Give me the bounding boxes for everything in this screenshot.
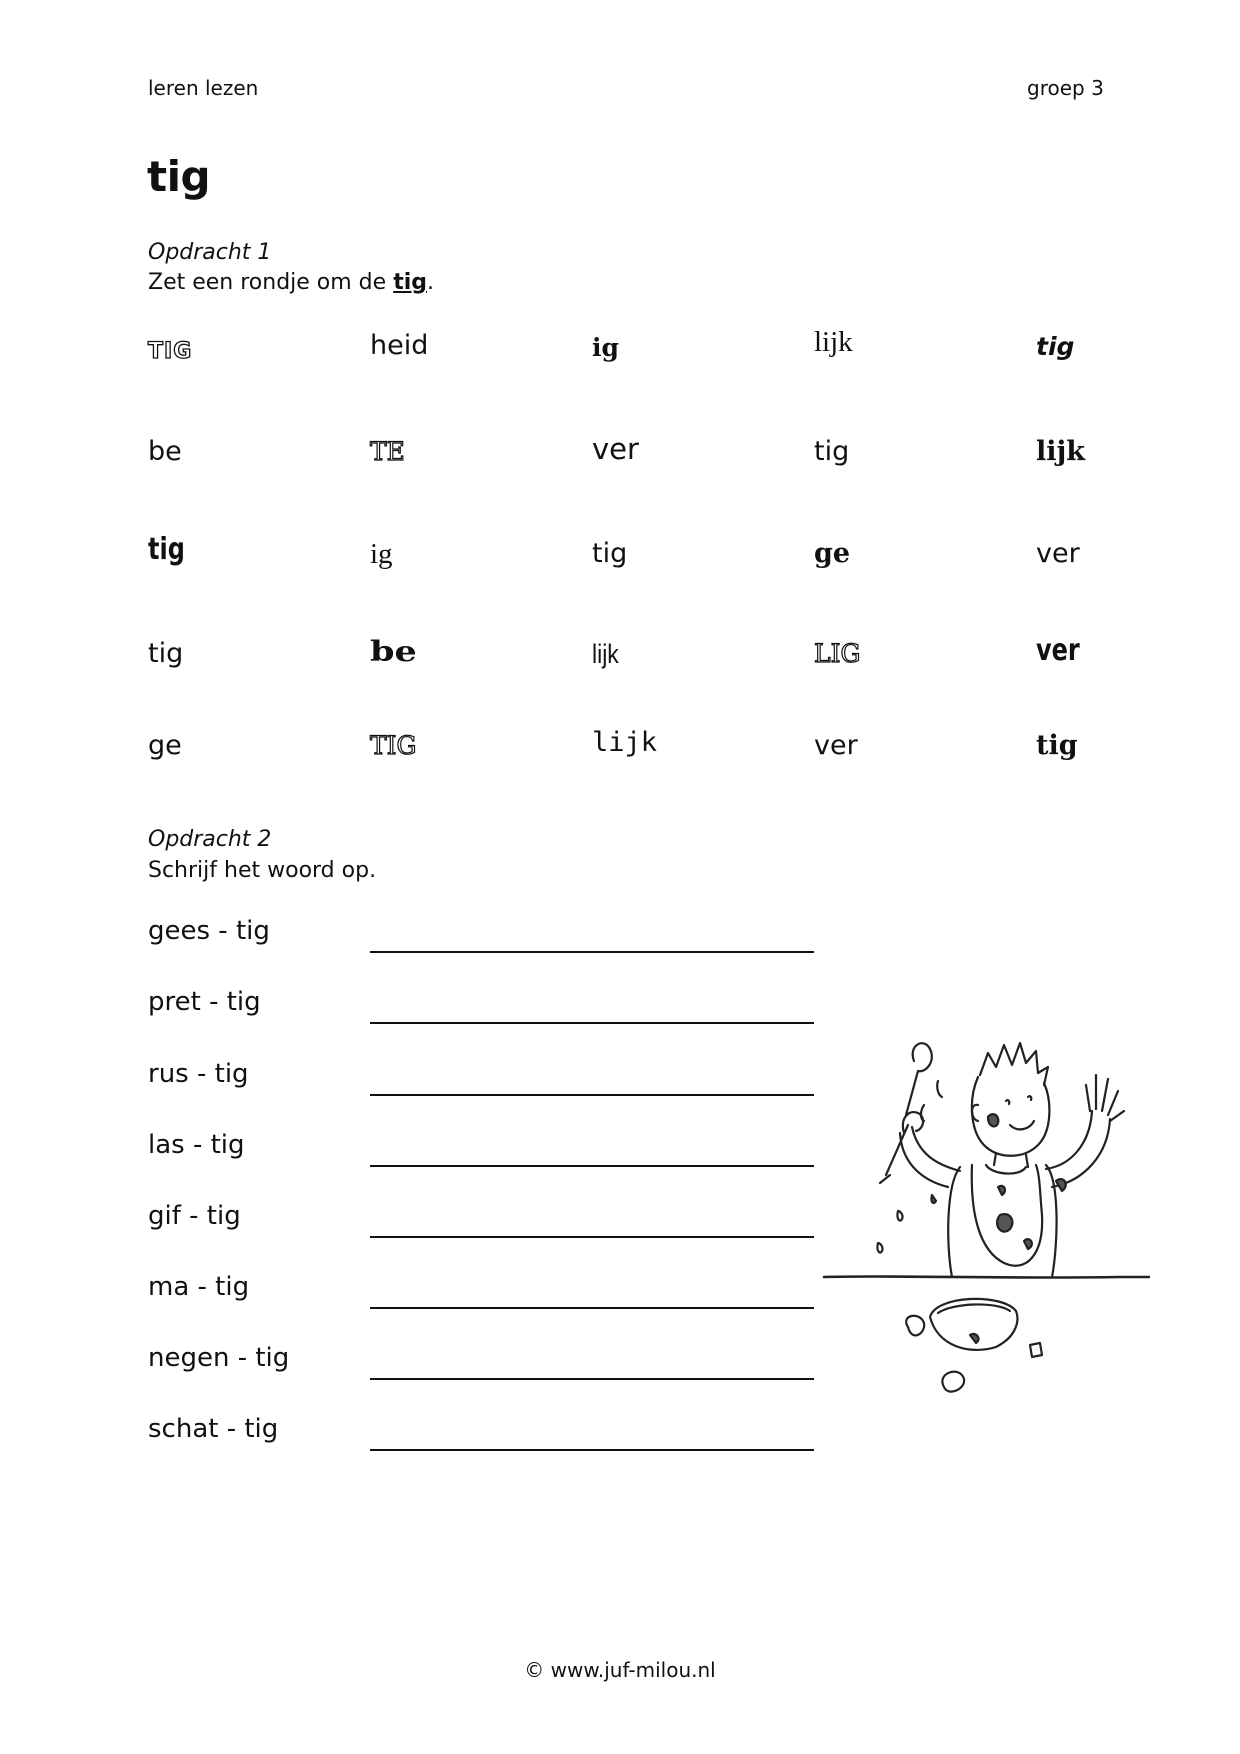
write-row [148, 1054, 828, 1094]
split-word: pret - tig [148, 987, 261, 1017]
syllable-cell[interactable]: TIG [370, 731, 417, 760]
syllable-cell[interactable]: TE [370, 437, 405, 466]
syllable-cell[interactable]: ig [592, 333, 619, 362]
task1-instruction-end: . [427, 270, 434, 295]
write-row [148, 1338, 828, 1378]
split-word: negen - tig [148, 1343, 290, 1373]
task1-label: Opdracht 1 [148, 240, 272, 265]
answer-line[interactable] [370, 1022, 814, 1024]
write-row [148, 1125, 828, 1165]
grid-row-1 [148, 326, 1148, 386]
split-word: ma - tig [148, 1272, 250, 1302]
syllable-cell[interactable]: tig [1036, 332, 1075, 361]
grid-row-4 [148, 634, 1148, 694]
split-word: gees - tig [148, 916, 270, 946]
grid-row-5 [148, 726, 1148, 786]
answer-line[interactable] [370, 1094, 814, 1096]
answer-line[interactable] [370, 1378, 814, 1380]
syllable-cell[interactable]: ver [1036, 538, 1080, 569]
syllable-cell[interactable]: LIG [814, 639, 861, 668]
write-row [148, 982, 828, 1022]
syllable-cell[interactable]: lijk [592, 639, 619, 669]
syllable-cell[interactable]: ge [814, 538, 851, 569]
answer-line[interactable] [370, 1165, 814, 1167]
syllable-cell[interactable]: tig [1036, 730, 1078, 761]
syllable-cell[interactable]: tig [148, 638, 184, 669]
write-row [148, 1267, 828, 1307]
grid-row-2 [148, 432, 1148, 492]
split-word: gif - tig [148, 1201, 241, 1231]
answer-line[interactable] [370, 1307, 814, 1309]
task1-instruction-word: tig [393, 270, 427, 295]
answer-line[interactable] [370, 951, 814, 953]
task1-instruction-text: Zet een rondje om de [148, 270, 394, 295]
header-right: groep 3 [1027, 76, 1104, 100]
footer-credit: © www.juf-milou.nl [524, 1658, 716, 1682]
split-word: rus - tig [148, 1059, 249, 1089]
syllable-cell[interactable]: ver [814, 730, 858, 761]
syllable-cell[interactable]: ver [592, 432, 639, 466]
syllable-cell[interactable]: lijk [592, 727, 658, 758]
task2-instruction: Schrijf het woord op. [148, 858, 377, 883]
grid-row-3 [148, 534, 1148, 594]
task1-instruction [148, 270, 434, 295]
syllable-cell[interactable]: TIG [148, 339, 193, 364]
syllable-cell[interactable]: ge [148, 730, 182, 761]
write-row [148, 911, 828, 951]
syllable-cell[interactable]: ver [1036, 633, 1080, 668]
split-word: las - tig [148, 1130, 245, 1160]
answer-line[interactable] [370, 1236, 814, 1238]
boy-eating-illustration [820, 1015, 1150, 1455]
header-left: leren lezen [148, 76, 259, 100]
syllable-cell[interactable]: tig [148, 532, 185, 567]
syllable-cell[interactable]: lijk [814, 326, 853, 358]
syllable-cell[interactable]: tig [592, 538, 628, 569]
syllable-cell[interactable]: lijk [1036, 436, 1085, 467]
split-word: schat - tig [148, 1414, 279, 1444]
task2-label: Opdracht 2 [148, 827, 272, 852]
write-row [148, 1409, 828, 1449]
syllable-cell[interactable]: heid [370, 330, 429, 361]
syllable-cell[interactable]: be [148, 436, 182, 467]
write-row [148, 1196, 828, 1236]
syllable-cell[interactable]: be [370, 635, 417, 668]
answer-line[interactable] [370, 1449, 814, 1451]
syllable-cell[interactable]: tig [814, 436, 850, 467]
page-title: tig [147, 152, 211, 201]
syllable-cell[interactable]: ig [370, 538, 393, 570]
